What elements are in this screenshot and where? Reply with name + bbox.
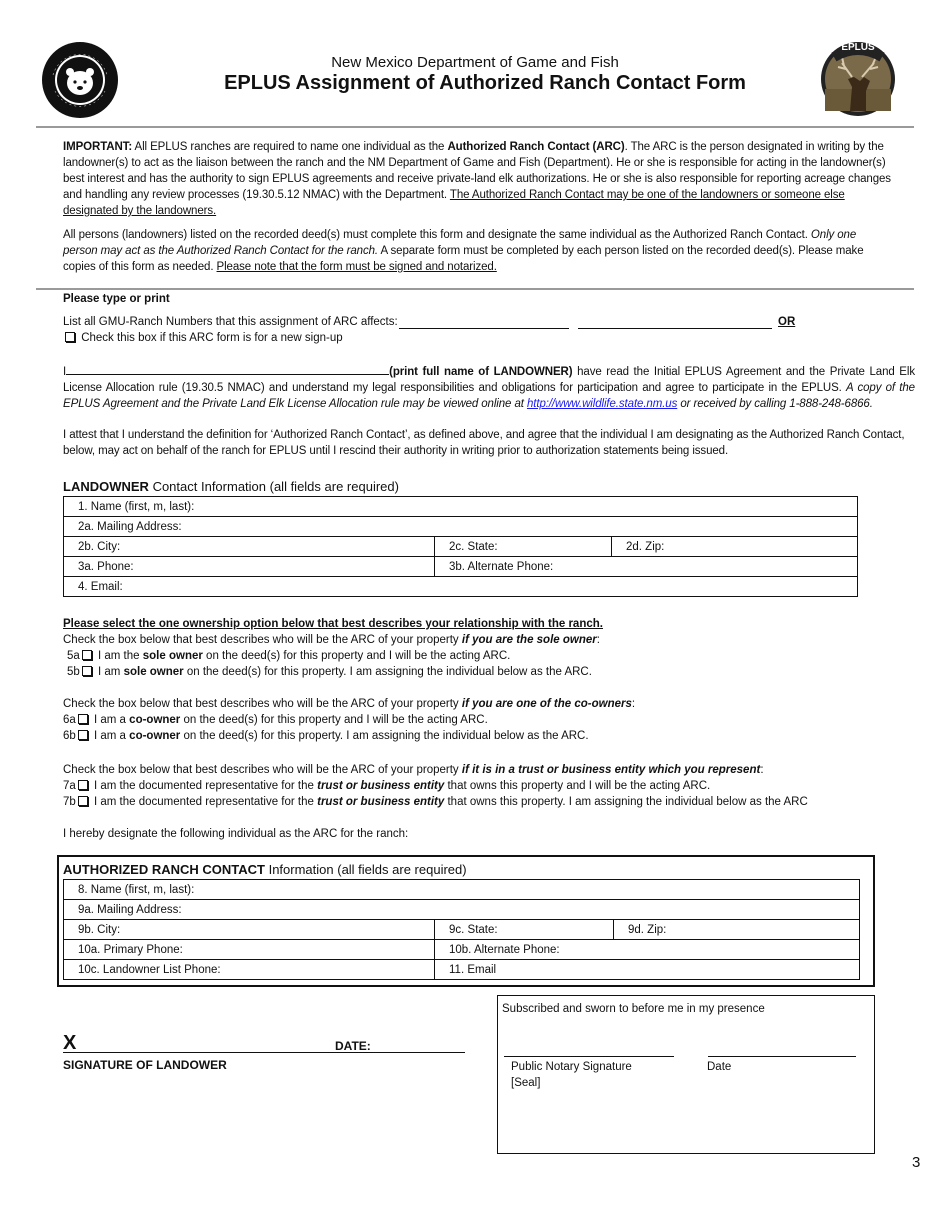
option-6a	[63, 712, 488, 728]
page-number: 3	[912, 1154, 921, 1171]
important-label: IMPORTANT:	[63, 141, 133, 153]
option-5b-bold: sole owner	[123, 666, 184, 678]
option-6a-post: on the deed(s) for this property and I will be the acting ARC.	[183, 714, 488, 726]
notary-date-line[interactable]	[708, 1056, 856, 1057]
option-5a	[67, 648, 510, 664]
arc-term: Authorized Ranch Contact (ARC)	[447, 141, 625, 153]
option-5b	[67, 664, 592, 680]
option-6a-checkbox[interactable]	[78, 714, 88, 724]
gmu-input[interactable]	[399, 328, 569, 329]
arc-mailing-field[interactable]: 9a. Mailing Address:	[64, 900, 860, 920]
arc-list-phone-field[interactable]: 10c. Landowner List Phone:	[64, 960, 435, 980]
or-label: OR	[778, 316, 796, 328]
notary-seal-label: [Seal]	[511, 1077, 541, 1089]
trust-intro-bold: if it is in a trust or business entity which you represent	[461, 764, 761, 776]
signature-line[interactable]	[63, 1052, 465, 1053]
option-5b-num: 5b	[67, 666, 80, 678]
attest-paragraph: I attest that I understand the definition for ‘Authorized Ranch Contact’, as defined above, and agree that the individual I am designating as the Authorized Ranch Contact, below, may act on behalf of the ranch for EPLUS until I rescind their authority in writing prior to authorization statements being issued.	[63, 429, 905, 457]
arc-email-field[interactable]: 11. Email	[435, 960, 860, 980]
arc-alt-phone-field[interactable]: 10b. Alternate Phone:	[435, 940, 860, 960]
statement-text: have read the Initial EPLUS Agreement and the Private Land Elk License Allocation rule (19.30.5 NMAC) and understand my legal responsibilities and obligations for participation and agree to participate in the EPLUS.	[63, 366, 915, 394]
option-7a-pre: I am the documented representative for the	[94, 780, 314, 792]
co-intro-bold: if you are one of the co-owners	[461, 698, 632, 710]
notarize-note: Please note that the form must be signed and notarized.	[216, 261, 497, 273]
section-divider	[36, 288, 914, 290]
signature-label: SIGNATURE OF LANDOWER	[63, 1058, 227, 1072]
landowner-alt-phone-field[interactable]: 3b. Alternate Phone:	[435, 557, 858, 577]
deed-italic: Only one person may act as the Authorized Ranch Contact for the ranch.	[63, 229, 857, 257]
landowner-phone-field[interactable]: 3a. Phone:	[64, 557, 435, 577]
arc-zip-field[interactable]: 9d. Zip:	[614, 920, 860, 940]
gmu-input-2[interactable]	[578, 328, 772, 329]
ownership-heading: Please select the one ownership option below that best describes your relationship with the ranch.	[63, 618, 603, 630]
option-5a-checkbox[interactable]	[82, 650, 92, 660]
option-7a-bold: trust or business entity	[317, 780, 445, 792]
statement-i: I	[63, 366, 67, 378]
option-5a-post: on the deed(s) for this property and I will be the acting ARC.	[206, 650, 511, 662]
arc-state-field[interactable]: 9c. State:	[435, 920, 614, 940]
option-7b	[63, 794, 808, 810]
option-7a	[63, 778, 710, 794]
option-6b-checkbox[interactable]	[78, 730, 88, 740]
co-owner-intro: Check the box below that best describes who will be the ARC of your property if you are one of the co-owners:	[63, 698, 636, 710]
sole-intro-bold: if you are the sole owner	[461, 634, 597, 646]
landowner-heading-rest: Contact Information (all fields are required)	[152, 479, 399, 494]
arc-heading	[63, 862, 467, 877]
arc-table	[63, 879, 860, 980]
option-5b-pre: I am	[98, 666, 121, 678]
landowner-email-field[interactable]: 4. Email:	[64, 577, 858, 597]
co-intro-text: Check the box below that best describes who will be the ARC of your property	[63, 698, 459, 710]
trust-intro: Check the box below that best describes who will be the ARC of your property if it is in a trust or business entity which you represent:	[63, 764, 764, 776]
print-name-label: (print full name of LANDOWNER)	[389, 366, 573, 378]
landowner-state-field[interactable]: 2c. State:	[435, 537, 612, 557]
arc-heading-bold: AUTHORIZED RANCH CONTACT	[63, 862, 265, 877]
arc-primary-phone-field[interactable]: 10a. Primary Phone:	[64, 940, 435, 960]
option-6b-pre: I am a	[94, 730, 126, 742]
option-6a-pre: I am a	[94, 714, 126, 726]
intro-text-2: . The ARC is the person designated in writing by the landowner(s) to act as the liaison between the ranch and the NM Department of Game and Fish (Department). He or she is responsible for acting in the landowner(s) best interest and has the authority to sign EPLUS agreements and receive private-land elk authorizations. He or she is also responsible for reporting acreage changes and handling any review processes (19.30.5.12 NMAC) with the Department.	[63, 141, 891, 201]
arc-city-field[interactable]: 9b. City:	[64, 920, 435, 940]
agency-name: New Mexico Department of Game and Fish	[331, 54, 619, 71]
gmu-label: List all GMU-Ranch Numbers that this assignment of ARC affects:	[63, 316, 398, 328]
arc-heading-rest: Information (all fields are required)	[268, 862, 467, 877]
option-6b-num: 6b	[63, 730, 76, 742]
option-6b-post: on the deed(s) for this property. I am assigning the individual below as the ARC.	[183, 730, 589, 742]
landowner-heading-bold: LANDOWNER	[63, 479, 149, 494]
option-5a-pre: I am the	[98, 650, 140, 662]
landowner-name-field[interactable]: 1. Name (first, m, last):	[64, 497, 858, 517]
landowner-heading	[63, 479, 399, 494]
signature-x-mark: X	[63, 1032, 77, 1054]
deed-text: All persons (landowners) listed on the recorded deed(s) must complete this form and designate the same individual as the Authorized Ranch Contact.	[63, 229, 808, 241]
option-5b-checkbox[interactable]	[82, 666, 92, 676]
option-7a-checkbox[interactable]	[78, 780, 88, 790]
designate-text: I hereby designate the following individual as the ARC for the ranch:	[63, 828, 409, 840]
option-5b-post: on the deed(s) for this property. I am assigning the individual below as the ARC.	[186, 666, 592, 678]
landowner-name-field[interactable]	[66, 362, 389, 375]
important-paragraph	[63, 139, 893, 219]
option-7b-bold: trust or business entity	[317, 796, 445, 808]
eplus-logo-text: EPLUS	[841, 42, 875, 53]
date-label: DATE:	[335, 1039, 371, 1053]
option-7a-post: that owns this property and I will be the acting ARC.	[447, 780, 711, 792]
header-divider	[36, 126, 914, 128]
option-7b-post: that owns this property. I am assigning the individual below as the ARC	[447, 796, 808, 808]
option-7b-pre: I am the documented representative for the	[94, 796, 314, 808]
option-5a-bold: sole owner	[142, 650, 203, 662]
intro-text: All EPLUS ranches are required to name one individual as the	[134, 141, 445, 153]
intro-underlined: The Authorized Ranch Contact may be one of the landowners or someone else designated by the landowners.	[63, 189, 845, 217]
sole-owner-intro: Check the box below that best describes who will be the ARC of your property if you are the sole owner:	[63, 634, 600, 646]
new-signup-label: Check this box if this ARC form is for a new sign-up	[81, 332, 343, 344]
option-7a-num: 7a	[63, 780, 76, 792]
form-title: EPLUS Assignment of Authorized Ranch Contact Form	[224, 72, 746, 94]
landowner-zip-field[interactable]: 2d. Zip:	[612, 537, 858, 557]
notary-sworn: Subscribed and sworn to before me in my presence	[502, 1003, 765, 1015]
sole-intro-text: Check the box below that best describes who will be the ARC of your property	[63, 634, 459, 646]
option-5a-num: 5a	[67, 650, 80, 662]
option-7b-checkbox[interactable]	[78, 796, 88, 806]
option-6b	[63, 728, 589, 744]
option-6a-num: 6a	[63, 714, 76, 726]
option-6b-bold: co-owner	[129, 730, 181, 742]
type-print-heading: Please type or print	[63, 293, 170, 305]
landowner-city-field[interactable]: 2b. City:	[64, 537, 435, 557]
option-7b-num: 7b	[63, 796, 76, 808]
deed-text-2: A separate form must be completed by each person listed on the recorded deed(s). Please make copies of this form as needed.	[63, 245, 864, 273]
statement-italic: A copy of the EPLUS Agreement and the Private Land Elk License Allocation rule may be viewed online at	[63, 382, 915, 410]
option-6a-bold: co-owner	[129, 714, 181, 726]
deed-paragraph	[63, 227, 893, 275]
new-signup-row	[63, 330, 343, 346]
trust-intro-text: Check the box below that best describes who will be the ARC of your property	[63, 764, 459, 776]
wildlife-link[interactable]: http://www.wildlife.state.nm.us	[526, 398, 678, 410]
landowner-mailing-field[interactable]: 2a. Mailing Address:	[64, 517, 858, 537]
notary-signature-line[interactable]	[504, 1056, 674, 1057]
arc-name-field[interactable]: 8. Name (first, m, last):	[64, 880, 860, 900]
notary-date-label: Date	[707, 1061, 732, 1073]
landowner-statement	[63, 362, 915, 412]
landowner-table	[63, 496, 858, 597]
statement-phone: or received by calling 1-888-248-6866.	[680, 398, 873, 410]
notary-signature-label: Public Notary Signature	[511, 1061, 632, 1073]
new-signup-checkbox[interactable]	[65, 332, 75, 342]
